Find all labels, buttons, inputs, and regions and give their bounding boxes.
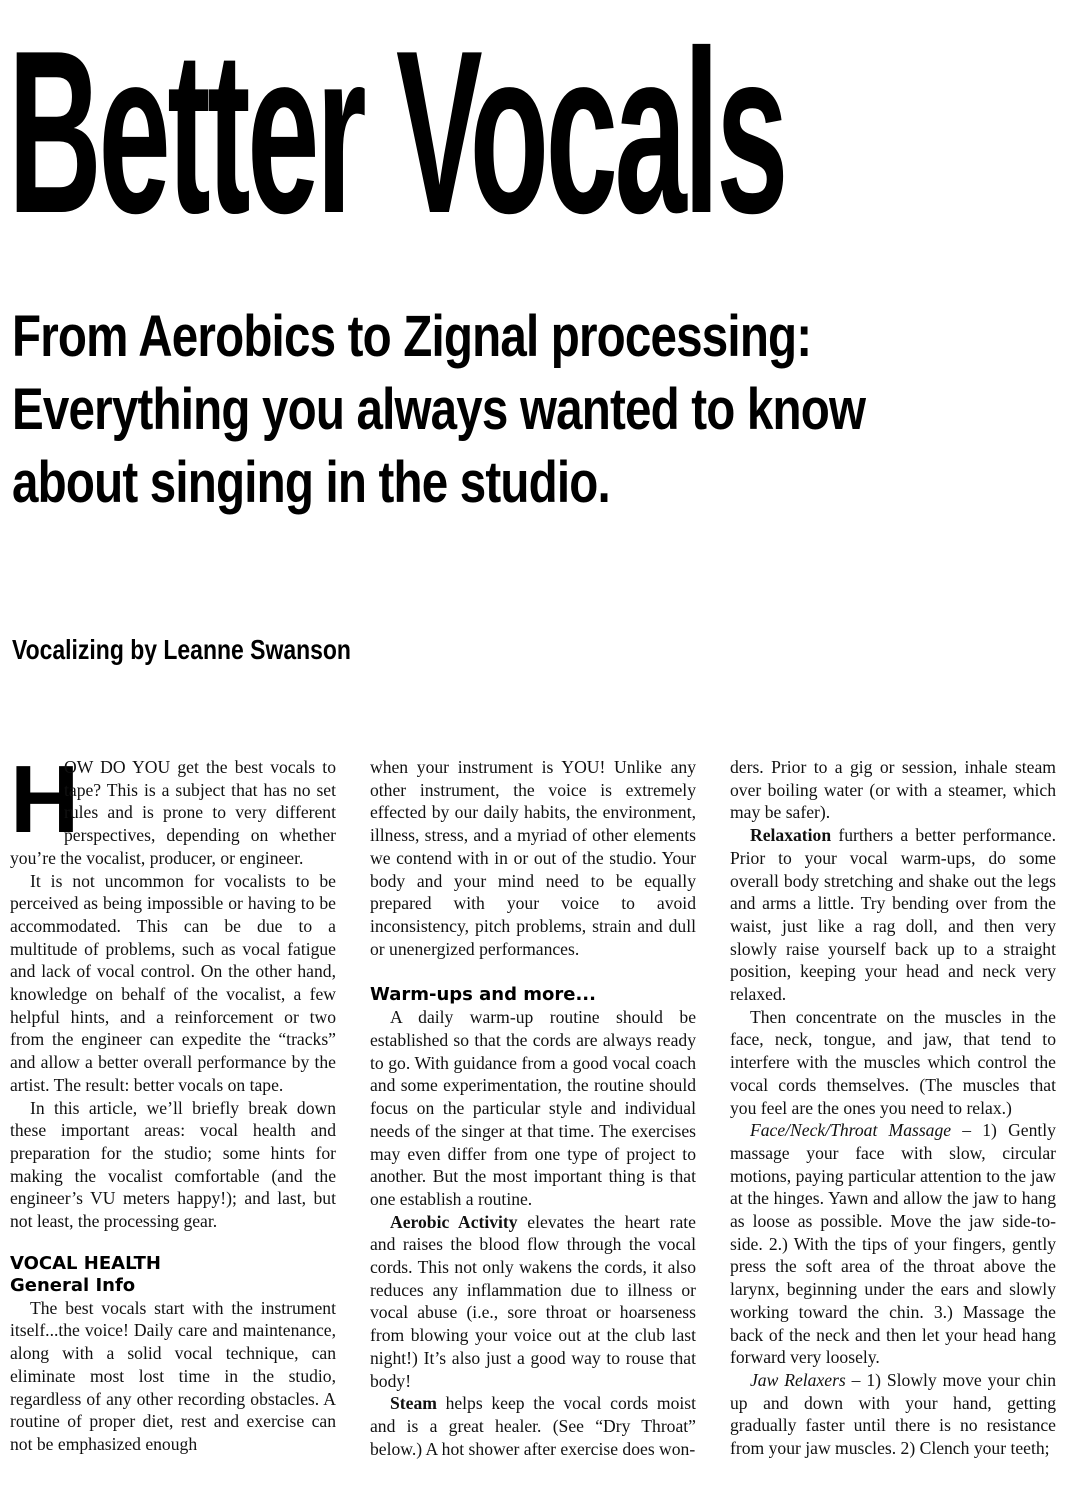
- paragraph: [730, 1369, 1056, 1460]
- paragraph: [370, 1211, 696, 1393]
- column-3: [730, 756, 1056, 1460]
- lead-term: Steam: [390, 1393, 437, 1414]
- paragraph-text: – 1) Gently massage your face with slow, circular motions, paying particular attention to the jaw at the hinges. Yawn and allow the jaw to hang as loose as possible. Move the jaw side-to-side. 2.) With the tips of your fingers, gently press the soft area of the throat above the larynx, beginning under the ears and slowly working toward the chin. 3.) Massage the back of the neck and then let your head hang forward very loosely.: [730, 1120, 1056, 1368]
- paragraph: when your instrument is YOU! Unlike any other instrument, the voice is extremely effected by our daily habits, the environment, illness, stress, and a myriad of other elements we contend with in or out of the studio. Your body and your mind need to be equally prepared with your voice to avoid inconsistency, pitch problems, strain and dull or unenergized performances.: [370, 757, 696, 959]
- paragraph: The best vocals start with the instrument itself...the voice! Daily care and maintenance, along with a solid vocal technique, can eliminate most lost time in the studio, regardless of any other recording obstacles. A routine of proper diet, rest and exercise can not be emphasized enough: [10, 1297, 336, 1454]
- subhead-line-2: Everything you always wanted to know: [12, 377, 866, 442]
- intro-paragraph: [10, 746, 336, 870]
- sub-heading: General Info: [10, 1274, 136, 1296]
- paragraph-text: – 1) Slowly move your chin up and down with your hand, getting gradually faster until there is no resistance from your jaw muscles. 2) Clench your teeth;: [730, 1369, 1056, 1459]
- paragraph-text: elevates the heart rate and raises the blood flow through the vocal cords. This not only wakens the cords, it also reduces any inflammation due to illness or vocal abuse (i.e., sore throat or hoarseness from blowing your voice out at the club last night!) It’s also just a good way to rouse that body!: [370, 1211, 696, 1391]
- paragraph: [730, 1119, 1056, 1369]
- subhead-line-3: about singing in the studio.: [12, 450, 610, 515]
- paragraph-text: furthers a better performance. Prior to your vocal warm-ups, do some overall body stretching and shake out the legs and arms a little. Try bending over from the waist, just like a rag doll, and then very slowly raise yourself back up to a straight position, keeping your head and neck very relaxed.: [730, 825, 1056, 1005]
- section-heading: VOCAL HEALTH: [10, 1252, 161, 1274]
- subheadline: [12, 300, 1072, 519]
- lead-term: Face/Neck/Throat Massage: [750, 1120, 952, 1141]
- intro-text: OW DO YOU get the best vocals to tape? This is a subject that has no set rules and is prone to very different perspectives, depending on whether you’re the vocalist, producer, or engineer.: [10, 757, 336, 868]
- paragraph: It is not uncommon for vocalists to be perceived as being impossible or having to be accommodated. This can be due to a multitude of problems, such as vocal fatigue and lack of vocal control. On the other hand, knowledge on behalf of the vocalist, a few helpful hints, and a reinforcement or two from the engineer can expedite the “tracks” and allow a better overall performance by the artist. The result: better vocals on tape.: [10, 870, 336, 1095]
- lead-term: Jaw Relaxers: [750, 1369, 846, 1390]
- drop-cap: H: [10, 746, 80, 853]
- lead-term: Aerobic Activity: [390, 1211, 518, 1232]
- headline: Better Vocals: [8, 3, 786, 262]
- paragraph: Then concentrate on the muscles in the face, neck, tongue, and jaw, that tend to interfere with the muscles which control the vocal cords themselves. (The muscles that you feel are the ones you need to relax.): [730, 1006, 1056, 1118]
- paragraph: A daily warm-up routine should be established so that the cords are always ready to go. With guidance from a good vocal coach and some experimentation, the routine should focus on the particular style and individual needs of the singer at that time. The exercises may even differ from one type of project to another. But the most important thing is that one establish a routine.: [370, 1007, 696, 1209]
- paragraph: In this article, we’ll briefly break down these important areas: vocal health and preparation for the studio; some hints for making the vocalist comfortable (and the engineer’s VU meters happy!); and last, but not least, the processing gear.: [10, 1097, 336, 1232]
- byline: Vocalizing by Leanne Swanson: [12, 634, 351, 665]
- paragraph-text: helps keep the vocal cords moist and is a great healer. (See “Dry Throat” below.) A hot shower after exercise does won-: [370, 1393, 696, 1459]
- column-1: [10, 746, 336, 1456]
- column-2: [370, 756, 696, 1460]
- subhead-line-1: From Aerobics to Zignal processing:: [12, 304, 812, 369]
- paragraph: ders. Prior to a gig or session, inhale steam over boiling water (or with a steamer, which may be safer).: [730, 757, 1056, 823]
- paragraph: [730, 824, 1056, 1006]
- paragraph: [370, 1392, 696, 1460]
- section-heading: Warm-ups and more...: [370, 984, 596, 1006]
- lead-term: Relaxation: [750, 825, 832, 846]
